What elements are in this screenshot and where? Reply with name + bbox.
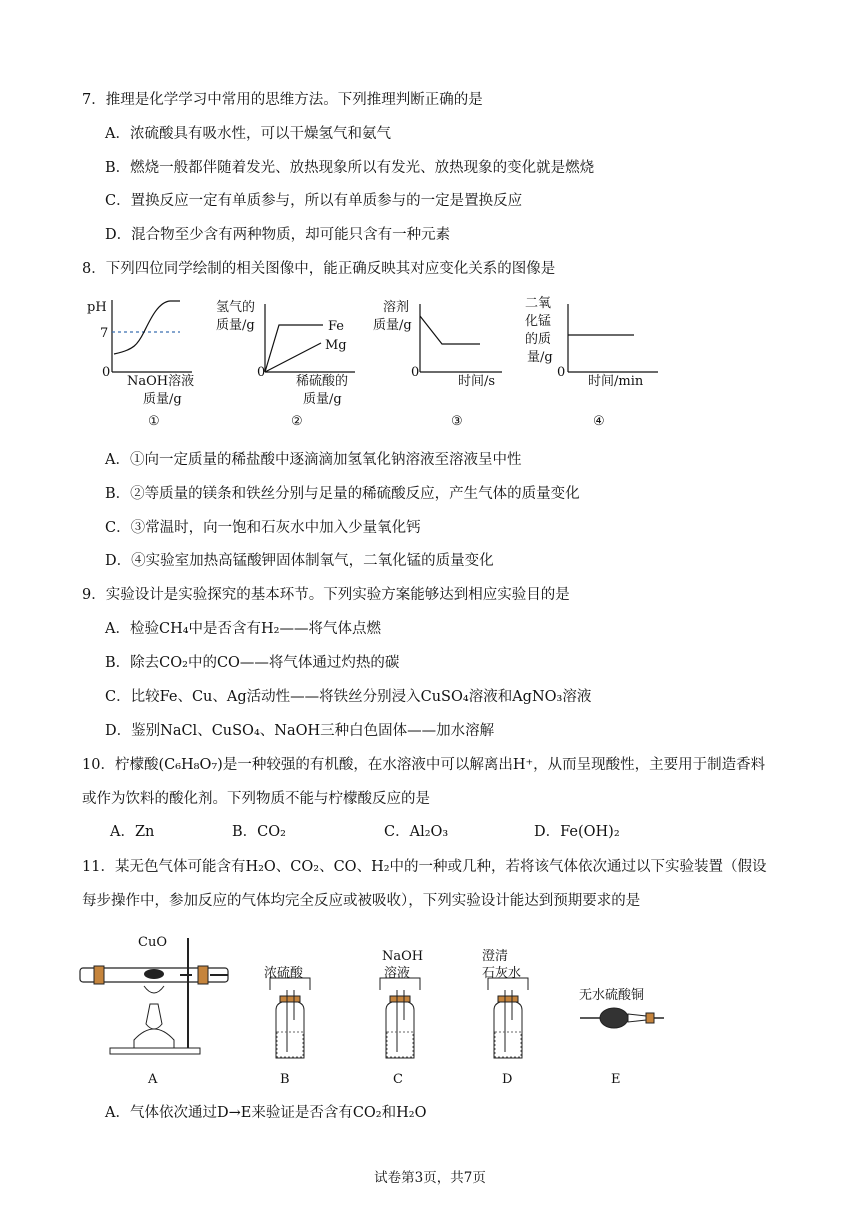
graph-4-ylabel-1: 二氧 [525,296,552,311]
graph-1-plot [100,292,200,382]
apparatus-c-reagent-2: 溶液 [384,966,411,981]
graph-3-xlabel: 时间/s [458,374,496,389]
q7-option-b: B．燃烧一般都伴随着发光、放热现象所以有发光、放热现象的变化就是燃烧 [105,160,595,176]
graph-2-plot [255,300,365,380]
graph-2-num: ② [291,414,303,429]
q8-stem: 8．下列四位同学绘制的相关图像中，能正确反映其对应变化关系的图像是 [82,261,556,277]
apparatus-b [270,978,310,1058]
graph-3-ylabel-1: 溶剂 [383,300,410,315]
page-footer: 试卷第3页，共7页 [374,1170,486,1186]
q10-stem-line-2: 或作为饮料的酸化剂。下列物质不能与柠檬酸反应的是 [82,791,430,807]
fe-line [265,325,323,372]
graph-4-ylabel-2: 化锰 [525,314,552,329]
graph-2-series-fe: Fe [328,319,345,334]
q9-stem: 9．实验设计是实验探究的基本环节。下列实验方案能够达到相应实验目的是 [82,587,570,603]
q8-option-c: C．③常温时，向一饱和石灰水中加入少量氧化钙 [105,520,421,536]
apparatus-a [80,938,228,1054]
apparatus-d [488,978,528,1058]
graph-4-origin: 0 [557,365,566,380]
apparatus-b-letter: B [280,1072,290,1087]
apparatus-a-letter: A [148,1072,158,1087]
apparatus-e-reagent: 无水硫酸铜 [579,988,645,1003]
apparatus-c-letter: C [393,1072,403,1087]
graph-2-ylabel-1: 氢气的 [216,300,256,315]
graph-1-ylabel: pH [87,300,107,315]
graph-1-xlabel-2: 质量/g [143,392,182,407]
q10-option-a: A．Zn [110,824,155,840]
graph-1-mark: 7 [100,326,109,341]
apparatus-d-reagent-2: 石灰水 [482,966,522,981]
q9-option-d: D．鉴别NaCl、CuSO₄、NaOH三种白色固体——加水溶解 [105,723,495,739]
apparatus-c [380,978,420,1058]
graph-4-ylabel-3: 的质 [525,332,552,347]
q9-option-a: A．检验CH₄中是否含有H₂——将气体点燃 [105,621,381,637]
graph-4-ylabel-4: 量/g [527,350,553,365]
apparatus-d-reagent-1: 澄清 [482,949,509,964]
apparatus-a-reagent: CuO [138,935,167,950]
q9-option-b: B．除去CO₂中的CO——将气体通过灼热的碳 [105,655,400,671]
graph-3-plot [410,300,510,380]
q10-option-c: C．Al₂O₃ [384,824,449,840]
q8-option-d: D．④实验室加热高锰酸钾固体制氧气，二氧化锰的质量变化 [105,553,494,569]
apparatus-c-reagent-1: NaOH [382,949,424,964]
apparatus-e [580,1008,664,1028]
graph-1-xlabel-1: NaOH溶液 [127,374,195,389]
apparatus-b-reagent: 浓硫酸 [264,966,304,981]
q8-option-b: B．②等质量的镁条和铁丝分别与足量的稀硫酸反应，产生气体的质量变化 [105,486,580,502]
q11-stem-line-1: 11．某无色气体可能含有H₂O、CO₂、CO、H₂中的一种或几种，若将该气体依次通过以下实验装置（假设 [82,859,767,875]
apparatus-d-letter: D [502,1072,513,1087]
q10-stem-line-1: 10．柠檬酸(C₆H₈O₇)是一种较强的有机酸，在水溶液中可以解离出H⁺，从而呈现酸性，主要用于制造香料 [82,757,766,773]
q9-option-c: C．比较Fe、Cu、Ag活动性——将铁丝分别浸入CuSO₄溶液和AgNO₃溶液 [105,689,592,705]
solvent-line [420,316,480,344]
graph-1-origin: 0 [102,365,111,380]
graph-4-xlabel: 时间/min [588,374,644,389]
q7-option-c: C．置换反应一定有单质参与，所以有单质参与的一定是置换反应 [105,193,523,209]
q10-option-b: B．CO₂ [232,824,286,840]
ph-curve [114,301,180,354]
graph-4-plot [558,300,668,380]
graph-4-num: ④ [593,414,605,429]
q11-stem-line-2: 每步操作中，参加反应的气体均完全反应或被吸收），下列实验设计能达到预期要求的是 [82,893,641,909]
q7-option-a: A．浓硫酸具有吸水性，可以干燥氢气和氨气 [105,126,391,142]
q11-option-a: A．气体依次通过D→E来验证是否含有CO₂和H₂O [105,1105,427,1121]
graph-2-origin: 0 [257,365,266,380]
mg-line [265,343,321,372]
q7-stem: 7．推理是化学学习中常用的思维方法。下列推理判断正确的是 [82,92,483,108]
graph-1-num: ① [148,414,160,429]
graph-2-series-mg: Mg [325,338,347,353]
apparatus-e-letter: E [611,1072,621,1087]
q10-option-d: D．Fe(OH)₂ [534,824,620,840]
graph-2-xlabel-2: 质量/g [303,392,342,407]
q8-option-a: A．①向一定质量的稀盐酸中逐滴滴加氢氧化钠溶液至溶液呈中性 [105,452,522,468]
graph-3-origin: 0 [411,365,420,380]
graph-3-num: ③ [451,414,463,429]
graph-2-xlabel-1: 稀硫酸的 [296,374,349,389]
graph-2-ylabel-2: 质量/g [216,318,255,333]
graph-3-ylabel-2: 质量/g [373,318,412,333]
q7-option-d: D．混合物至少含有两种物质，却可能只含有一种元素 [105,227,451,243]
